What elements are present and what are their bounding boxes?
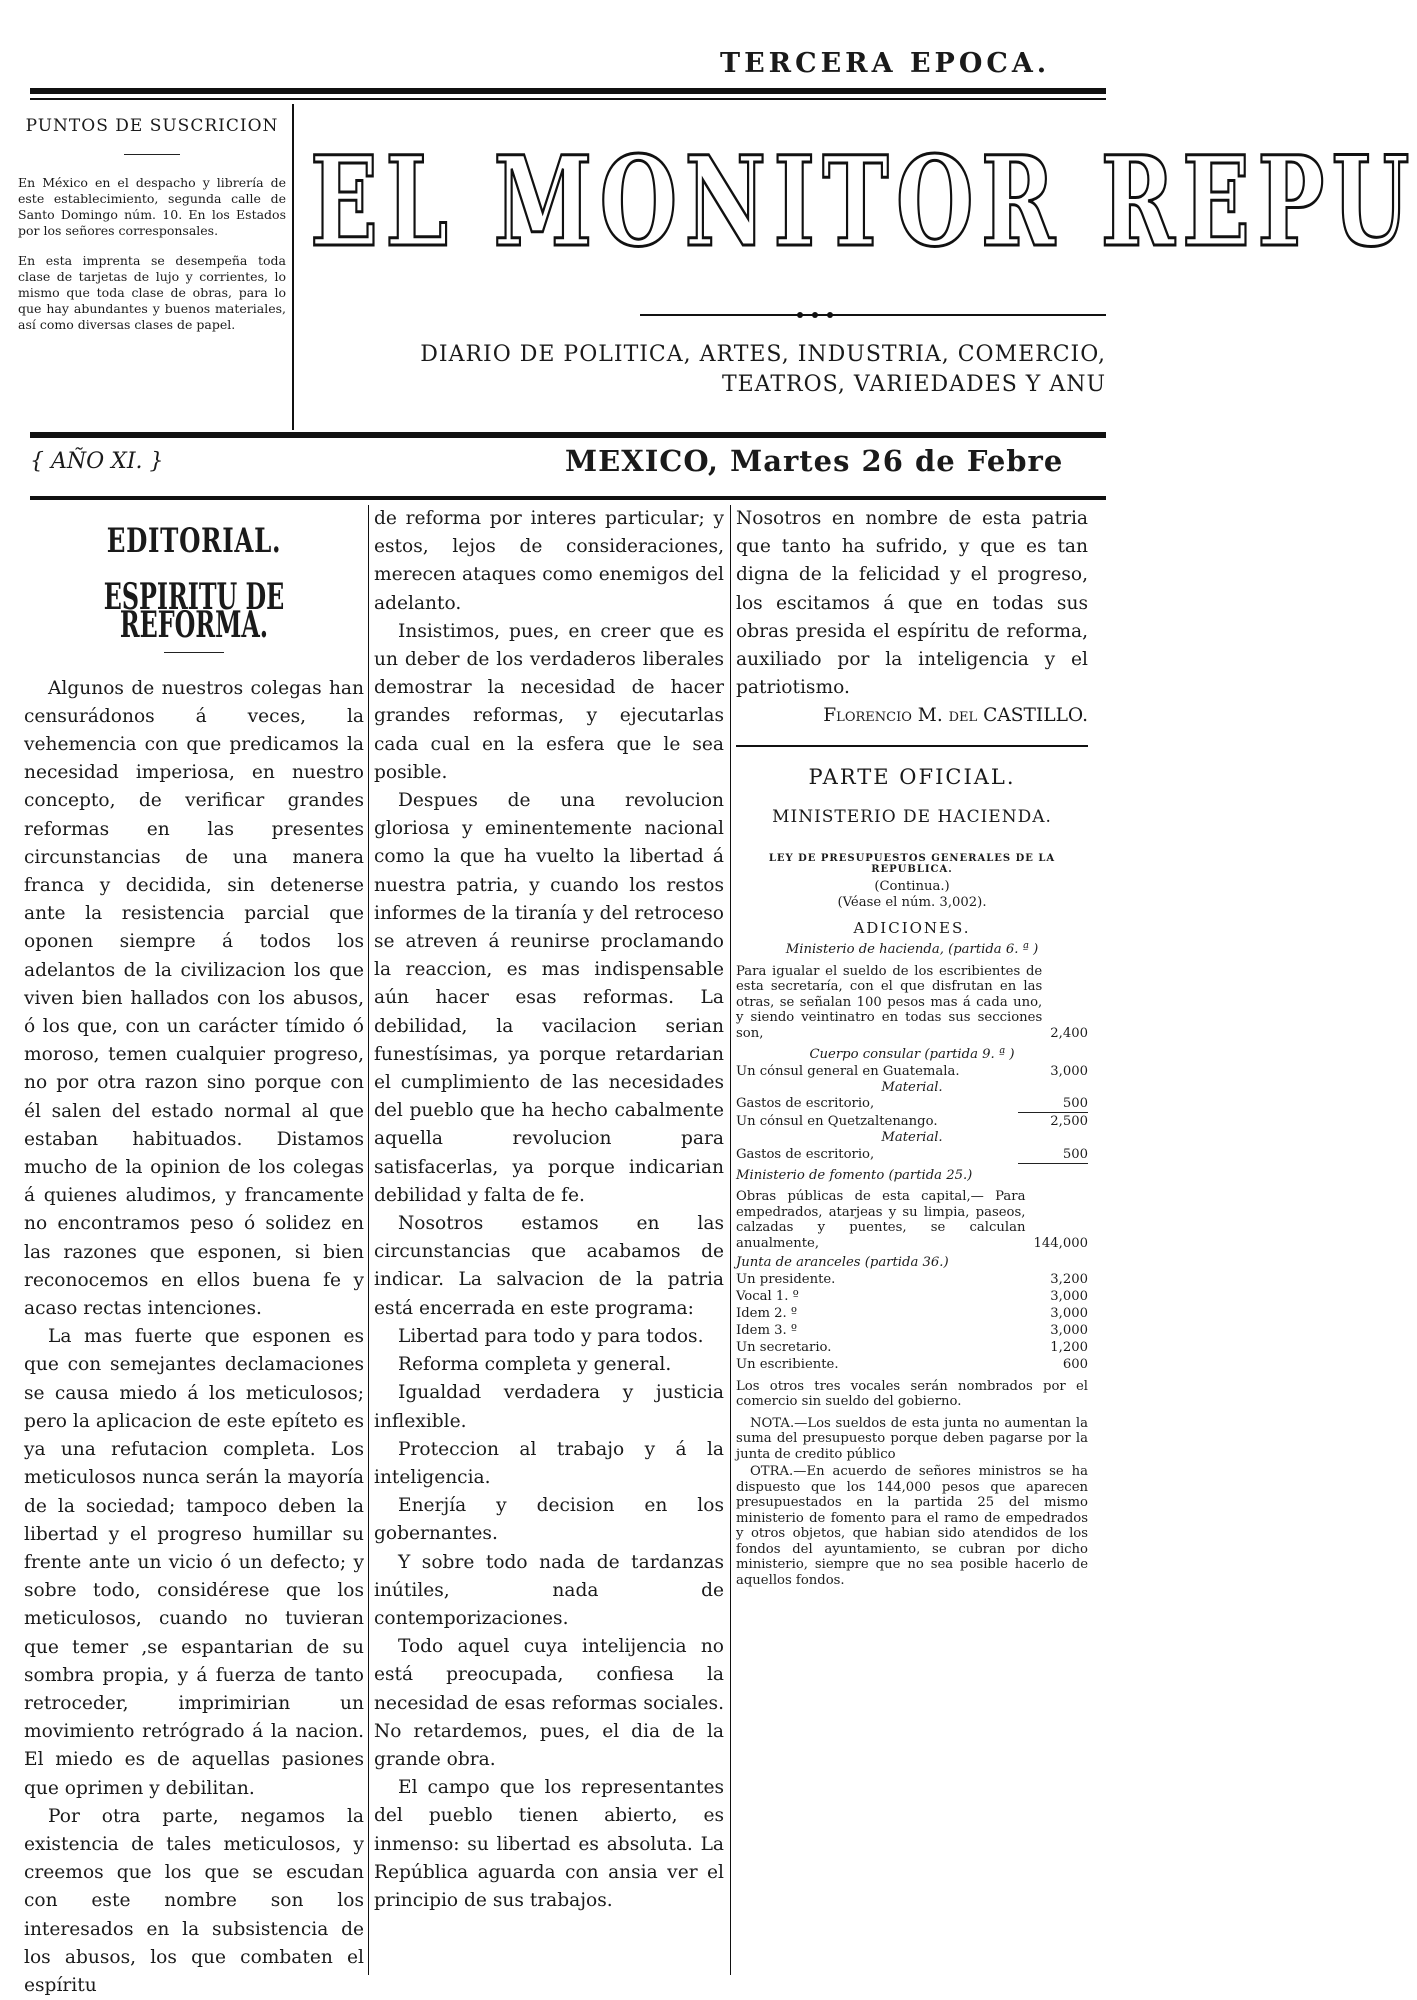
paragraph: Por otra parte, negamos la existencia de tales meticulosos, y creemos que los que se escudan con este nombre son los interesados en la subsistencia de los abusos, los que combaten el espíritu bbox=[24, 1805, 364, 1996]
total-rule bbox=[1018, 1163, 1088, 1164]
mid-rule bbox=[30, 432, 1106, 438]
consular-heading: Cuerpo consular (partida 9. ª ) bbox=[809, 1047, 1015, 1063]
junta-row bbox=[736, 1305, 1088, 1322]
adiciones-heading: ADICIONES. bbox=[853, 919, 971, 938]
budget-row bbox=[736, 1113, 1088, 1130]
header-divider bbox=[292, 104, 294, 430]
paragraph: Algunos de nuestros colegas han censurádonos á veces, la vehemencia con que predicamos la necesidad imperiosa, en nuestro concepto, de verificar grandes reformas en las presentes circunstancias de una manera franca y decidida, sin detenerse ante la resistencia parcial que oponen siempre á todos los adelantos de la civilizacion los que viven bien hallados con los abusos, ó los que, con un carácter tímido ó moroso, temen cualquier progreso, no por otra razon sino porque con él salen del estado normal al que estaban habituados. Distamos mucho de la opinion de los colegas á quienes aludimos, y francamente no encontramos peso ó solidez en las razones que esponen, si bien reconocemos en ellos buena fe y acaso rectas intenciones. bbox=[24, 677, 364, 1320]
paragraph: Reforma completa y general. bbox=[398, 1354, 672, 1376]
column-1 bbox=[24, 505, 364, 2000]
row-label: Un escribiente. bbox=[736, 1356, 839, 1372]
section-rule bbox=[736, 745, 1088, 747]
partida-6-heading: Ministerio de hacienda, (partida 6. ª ) bbox=[785, 942, 1039, 958]
paragraph: Nosotros estamos en las circunstancias que acabamos de indicar. La salvacion de la patria está encerrada en este programa: bbox=[374, 1213, 724, 1319]
junta-row bbox=[736, 1339, 1088, 1356]
date-line: MEXICO, Martes 26 de Febre bbox=[565, 444, 1064, 478]
paragraph: Nosotros en nombre de esta patria que tanto ha sufrido, y que es tan digna de la felicidad y el progreso, los escitamos á que en todas sus obras presida el espíritu de reforma, auxiliado por la inteligencia y el patriotismo. bbox=[736, 508, 1088, 699]
junta-row bbox=[736, 1288, 1088, 1305]
ornament-rule bbox=[640, 312, 1106, 318]
editorial-subtitle: ESPIRITU DE REFORMA. bbox=[103, 576, 285, 647]
junta-row bbox=[736, 1271, 1088, 1288]
paragraph: Libertad para todo y para todos. bbox=[398, 1325, 704, 1347]
ornament-left: { bbox=[30, 449, 51, 474]
row-value: 3,000 bbox=[1050, 1288, 1088, 1304]
material-heading: Material. bbox=[881, 1079, 943, 1095]
row-value: 1,200 bbox=[1050, 1339, 1088, 1355]
row-label: Un secretario. bbox=[736, 1339, 832, 1355]
paragraph: El campo que los representantes del pueblo tienen abierto, es inmenso: su libertad es absoluta. La República aguarda con ansia ver el principio de sus trabajos. bbox=[374, 1777, 724, 1911]
ano-text: AÑO XI. bbox=[51, 449, 143, 474]
fomento-heading: Ministerio de fomento (partida 25.) bbox=[736, 1167, 973, 1183]
paragraph: Proteccion al trabajo y á la inteligencia. bbox=[374, 1438, 724, 1488]
paragraph: de reforma por interes particular; y estos, lejos de consideraciones, merecen ataques como enemigos del adelanto. bbox=[374, 508, 724, 614]
entry-text: Para igualar el sueldo de los escribientes de esta secretaría, con el que disfrutan en las otras, se señalan 100 pesos mas á cada uno, y siendo veintinatro en todas sus secciones son, bbox=[736, 963, 1043, 1041]
paragraph: La mas fuerte que esponen es que con semejantes declamaciones se causa miedo á los meticulosos; pero la aplicacion de este epíteto es ya una refutacion completa. Los meticulosos nunca serán la mayoría de la sociedad; tampoco deben la libertad y el progreso humillar su frente ante un vicio ó un defecto; y sobre todo, considérese que los meticulosos, cuando no tuvieran que temer ,se espantarian de su sombra propia, y á fuerza de tanto retroceder, imprimirian un movimiento retrógrado á la nacion. El miedo es de aquellas pasiones que oprimen y debilitan. bbox=[24, 1326, 364, 1799]
row-label: Un cónsul en Quetzaltenango. bbox=[736, 1114, 938, 1130]
budget-row bbox=[736, 1146, 1088, 1163]
paragraph: Todo aquel cuya intelijencia no está preocupada, confiesa la necesidad de esas reformas sociales. No retardemos, pues, el dia de la grande obra. bbox=[374, 1636, 724, 1770]
row-label: Gastos de escritorio, bbox=[736, 1146, 875, 1162]
column-3 bbox=[736, 505, 1088, 1588]
entry-value: 144,000 bbox=[1033, 1235, 1088, 1251]
row-label: Un cónsul general en Guatemala. bbox=[736, 1063, 960, 1079]
diario-subtitle bbox=[400, 340, 1106, 400]
budget-entry bbox=[736, 1189, 1088, 1251]
junta-table bbox=[736, 1271, 1088, 1373]
row-value: 500 bbox=[1062, 1146, 1088, 1162]
row-value: 3,200 bbox=[1050, 1271, 1088, 1287]
divider bbox=[124, 154, 180, 155]
column-2 bbox=[374, 505, 724, 1915]
signature: Florencio M. del CASTILLO. bbox=[823, 705, 1088, 727]
nota-text: NOTA.—Los sueldos de esta junta no aumentan la suma del presupuesto porque deben pagarse por la junta de credito público bbox=[736, 1415, 1088, 1462]
otra-text: OTRA.—En acuerdo de señores ministros se ha dispuesto que los 144,000 pesos que aparecen presupuestados en la partida 25 del mismo ministerio de fomento para el ramo de empedrados y otros objetos, que habian sido atendidos de los fondos del ayuntamiento, se cubran por dicho ministerio, siempre que no sea posible hacerlo de aquellos fondos. bbox=[736, 1464, 1088, 1588]
budget-entry bbox=[736, 964, 1088, 1042]
row-value: 3,000 bbox=[1050, 1305, 1088, 1321]
ornament-right: } bbox=[142, 449, 164, 474]
row-value: 600 bbox=[1062, 1356, 1088, 1372]
suscricion-box bbox=[18, 108, 286, 428]
epoca-label: TERCERA EPOCA. bbox=[720, 48, 1051, 79]
budget-row bbox=[736, 1063, 1088, 1080]
row-label: Idem 3. º bbox=[736, 1322, 798, 1338]
ano-label bbox=[30, 449, 164, 474]
row-label: Vocal 1. º bbox=[736, 1288, 799, 1304]
suscricion-text: En México en el despacho y librería de este establecimiento, segunda calle de Santo Domingo núm. 10. En los Estados por los señores corresponsales. bbox=[18, 175, 286, 238]
newspaper-title: EL MONITOR REPU bbox=[310, 130, 1417, 275]
paragraph: Insistimos, pues, en creer que es un deber de los verdaderos liberales demostrar la necesidad de hacer grandes reformas, y ejecutarlas cada cual en la esfera que le sea posible. bbox=[374, 620, 724, 783]
row-label: Gastos de escritorio, bbox=[736, 1096, 875, 1112]
editorial-heading: EDITORIAL. bbox=[106, 521, 282, 561]
top-rule bbox=[30, 88, 1106, 94]
date-rule bbox=[30, 496, 1106, 500]
column-divider bbox=[368, 505, 369, 1975]
ministerio-heading: MINISTERIO DE HACIENDA. bbox=[772, 806, 1052, 827]
suscricion-title: PUNTOS DE SUSCRICION bbox=[25, 116, 279, 136]
paragraph: Igualdad verdadera y justicia inflexible. bbox=[374, 1382, 724, 1432]
divider bbox=[164, 652, 224, 653]
parte-oficial-heading: PARTE OFICIAL. bbox=[808, 764, 1016, 789]
material-heading: Material. bbox=[881, 1130, 943, 1146]
top-rule-thin bbox=[30, 98, 1106, 100]
budget-row bbox=[736, 1095, 1088, 1112]
paragraph: Enerjía y decision en los gobernantes. bbox=[374, 1495, 724, 1545]
diario-line-1: DIARIO DE POLITICA, ARTES, INDUSTRIA, COMERCIO, bbox=[420, 342, 1106, 367]
ley-heading: LEY DE PRESUPUESTOS GENERALES DE LA REPUBLICA. bbox=[768, 853, 1056, 876]
row-value: 2,500 bbox=[1050, 1114, 1088, 1130]
junta-row bbox=[736, 1356, 1088, 1373]
row-label: Idem 2. º bbox=[736, 1305, 798, 1321]
row-label: Un presidente. bbox=[736, 1271, 836, 1287]
paragraph: Y sobre todo nada de tardanzas inútiles, nada de contemporizaciones. bbox=[374, 1551, 724, 1629]
row-value: 500 bbox=[1062, 1096, 1088, 1112]
junta-row bbox=[736, 1322, 1088, 1339]
otros-note: Los otros tres vocales serán nombrados por el comercio sin sueldo del gobierno. bbox=[736, 1378, 1088, 1410]
diario-line-2: TEATROS, VARIEDADES Y ANU bbox=[721, 372, 1106, 397]
continua-label: (Continua.) bbox=[874, 879, 950, 895]
paragraph: Despues de una revolucion gloriosa y eminentemente nacional como la que ha vuelto la libertad á nuestra patria, y cuando los restos informes de la tiranía y del retroceso se atreven á reunirse proclamando la reaccion, es mas indispensable aún hacer esas reformas. La debilidad, la vacilacion serian funestísimas, ya porque retardarian el cumplimiento de las necesidades del pueblo que ha hecho cabalmente aquella revolucion para satisfacerlas, ya porque indicarian debilidad y falta de fe. bbox=[374, 790, 724, 1206]
imprenta-text: En esta imprenta se desempeña toda clase de tarjetas de lujo y corrientes, lo mismo que toda clase de obras, para lo que hay abundantes y buenos materiales, así como diversas clases de papel. bbox=[18, 253, 286, 332]
masthead bbox=[310, 128, 1417, 278]
junta-heading: Junta de aranceles (partida 36.) bbox=[736, 1255, 949, 1271]
entry-value: 2,400 bbox=[1050, 1025, 1088, 1041]
vease-label: (Véase el núm. 3,002). bbox=[837, 894, 987, 910]
entry-text: Obras públicas de esta capital,— Para empedrados, atarjeas y su limpia, paseos, calzadas y puentes, se calculan anualmente, bbox=[736, 1189, 1026, 1251]
row-value: 3,000 bbox=[1050, 1322, 1088, 1338]
column-divider bbox=[730, 505, 731, 1975]
row-value: 3,000 bbox=[1050, 1063, 1088, 1079]
